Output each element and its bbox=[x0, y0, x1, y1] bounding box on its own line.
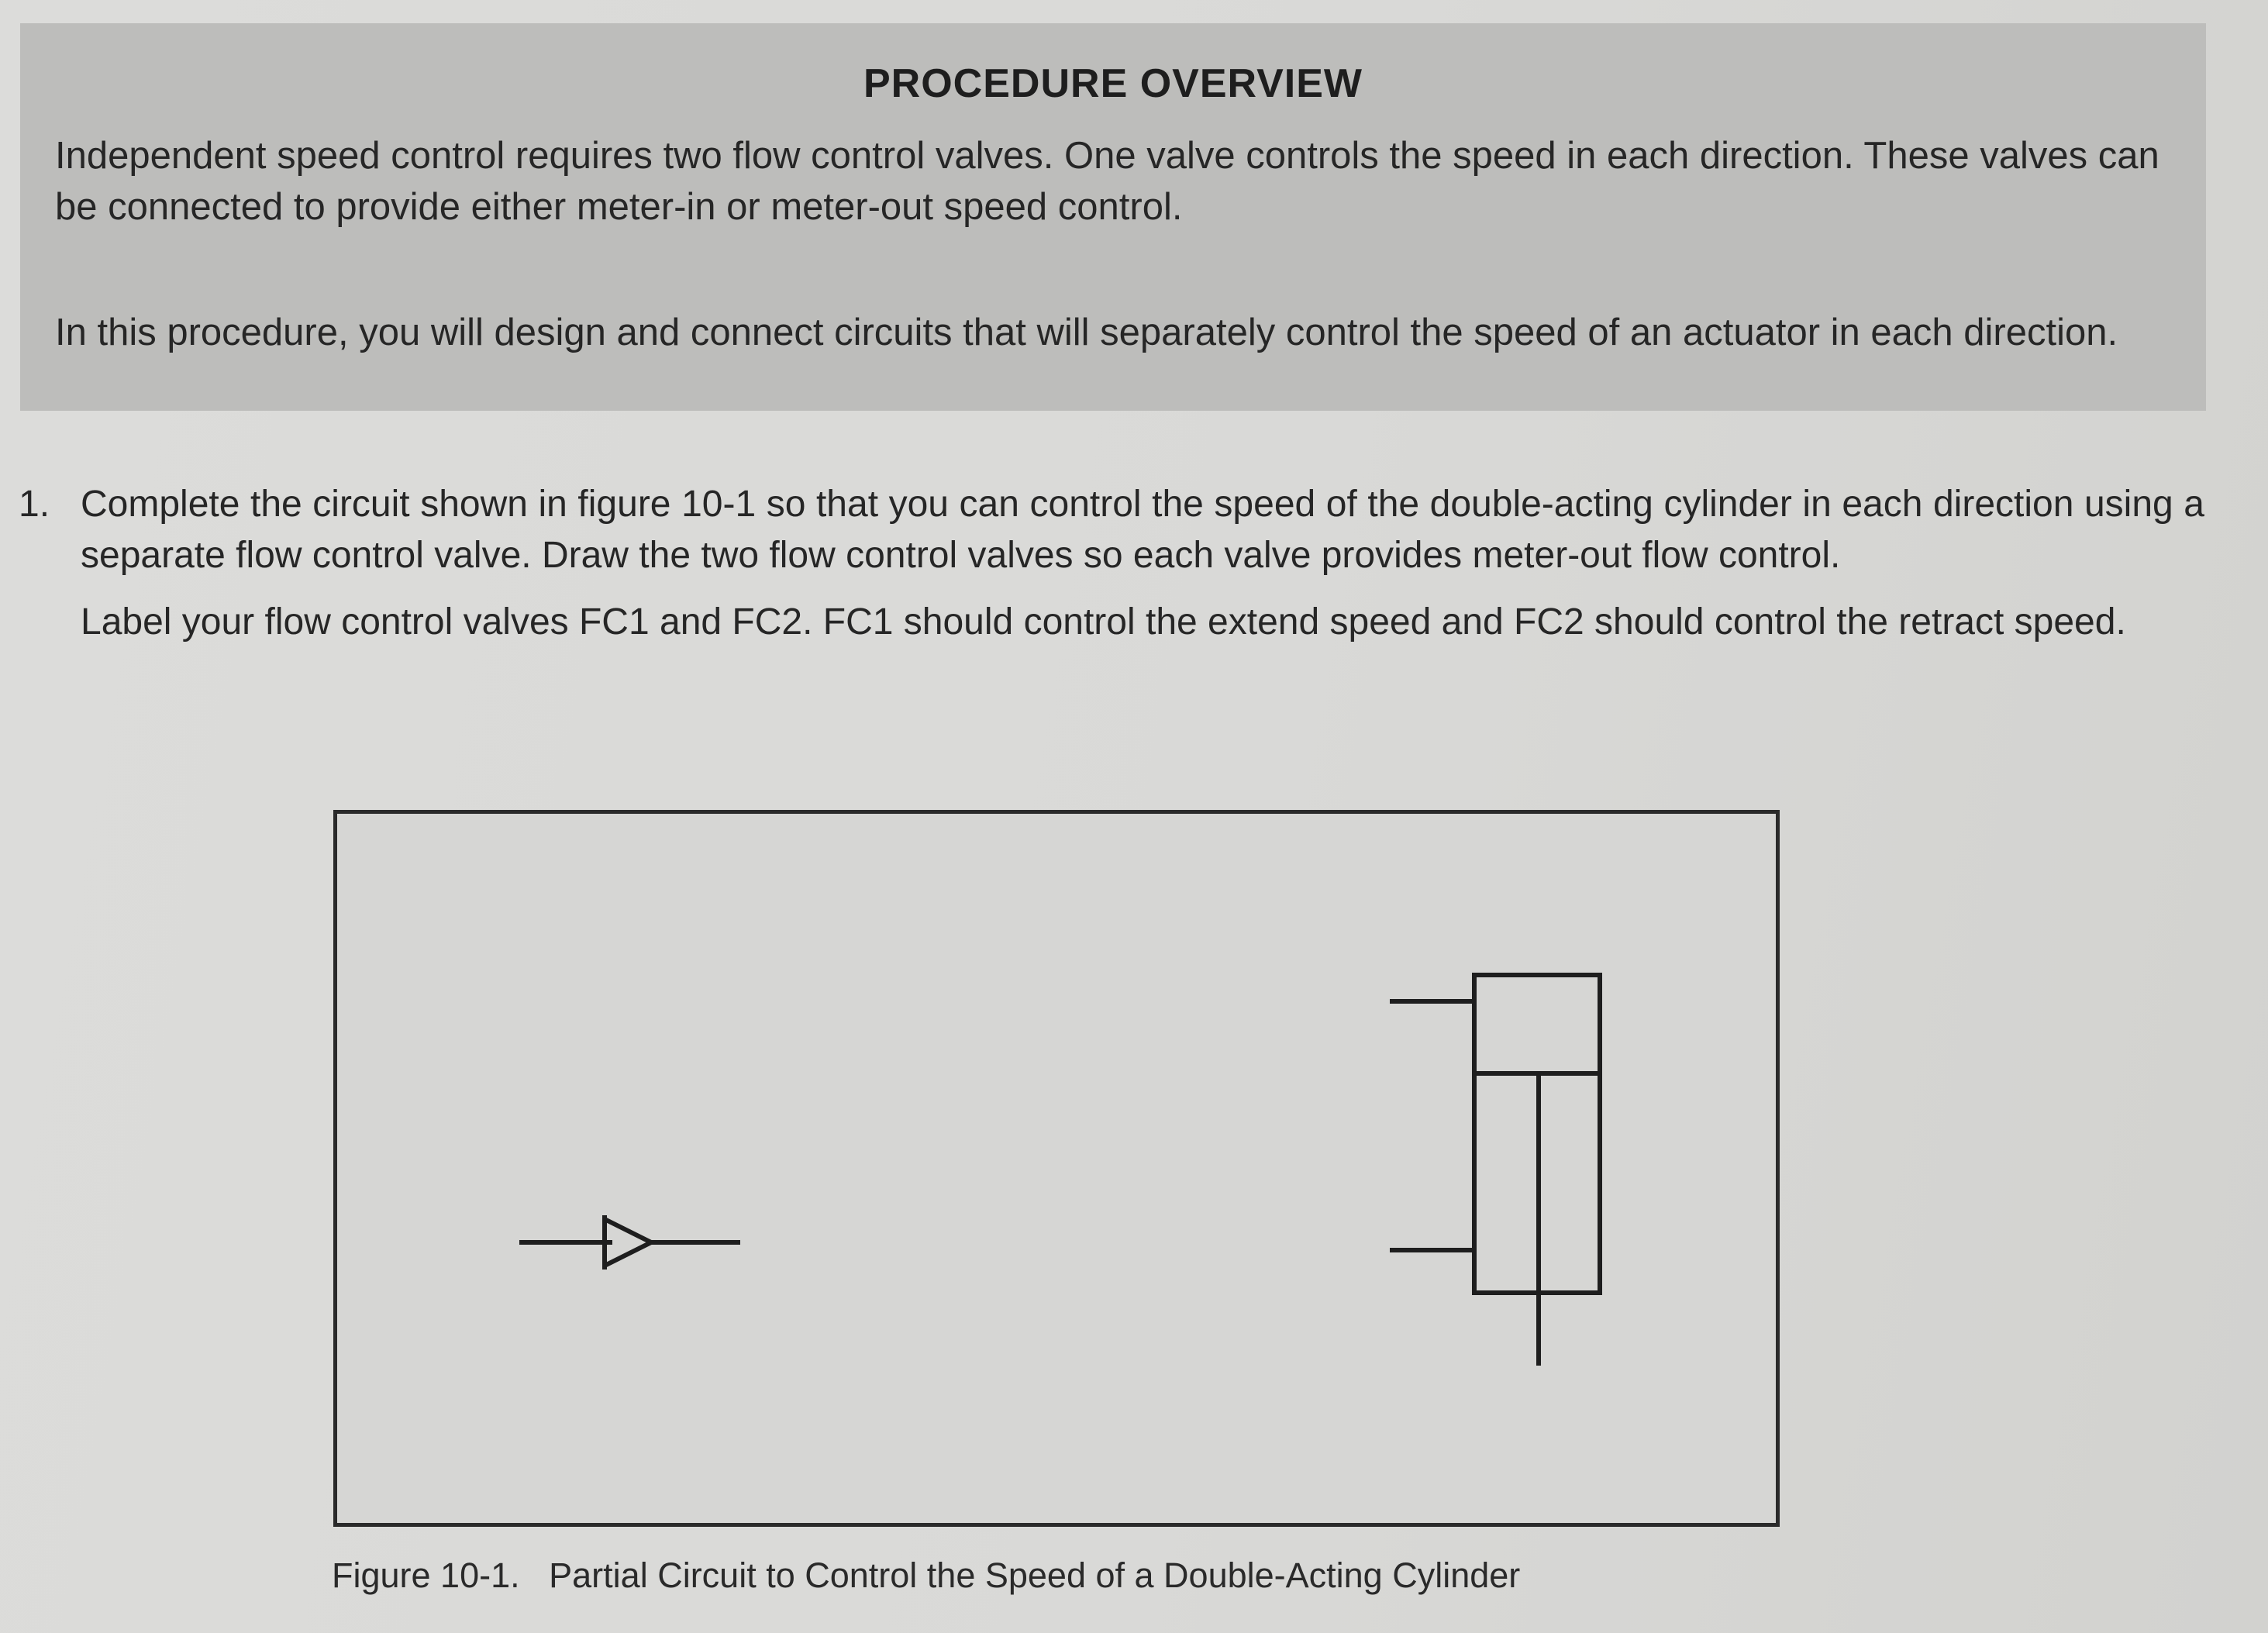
circuit-diagram bbox=[337, 814, 1776, 1523]
overview-paragraph-1: Independent speed control requires two flow control valves. One valve controls the speed in each direction. These valves can be connected to provide either meter-in or meter-out speed control. bbox=[55, 135, 2159, 228]
step-number: 1. bbox=[19, 484, 50, 525]
step-body bbox=[81, 479, 2204, 648]
overview-paragraph-2: In this procedure, you will design and connect circuits that will separately control the speed of an actuator in each direction. bbox=[55, 312, 2118, 353]
figure-10-1-frame bbox=[333, 810, 1780, 1527]
step-1 bbox=[19, 479, 2204, 648]
figure-caption-text: Partial Circuit to Control the Speed of a Double-Acting Cylinder bbox=[549, 1555, 1521, 1595]
step-1-label-instruction: Label your flow control valves FC1 and FC2. FC1 should control the extend speed and FC2 should control the retract speed. bbox=[81, 601, 2126, 643]
overview-title: PROCEDURE OVERVIEW bbox=[863, 61, 1363, 106]
step-1-instruction: Complete the circuit shown in figure 10-1 so that you can control the speed of the double-acting cylinder in each direction using a separate flow control valve. Draw the two flow control valves so each valve provides meter-out flow control. bbox=[81, 484, 2204, 576]
check-valve-symbol bbox=[519, 1215, 740, 1270]
double-acting-cylinder-symbol bbox=[1390, 975, 1600, 1366]
figure-caption-number: Figure 10-1. bbox=[332, 1555, 520, 1595]
figure-caption bbox=[332, 1552, 1520, 1599]
procedure-overview-box bbox=[20, 23, 2206, 411]
